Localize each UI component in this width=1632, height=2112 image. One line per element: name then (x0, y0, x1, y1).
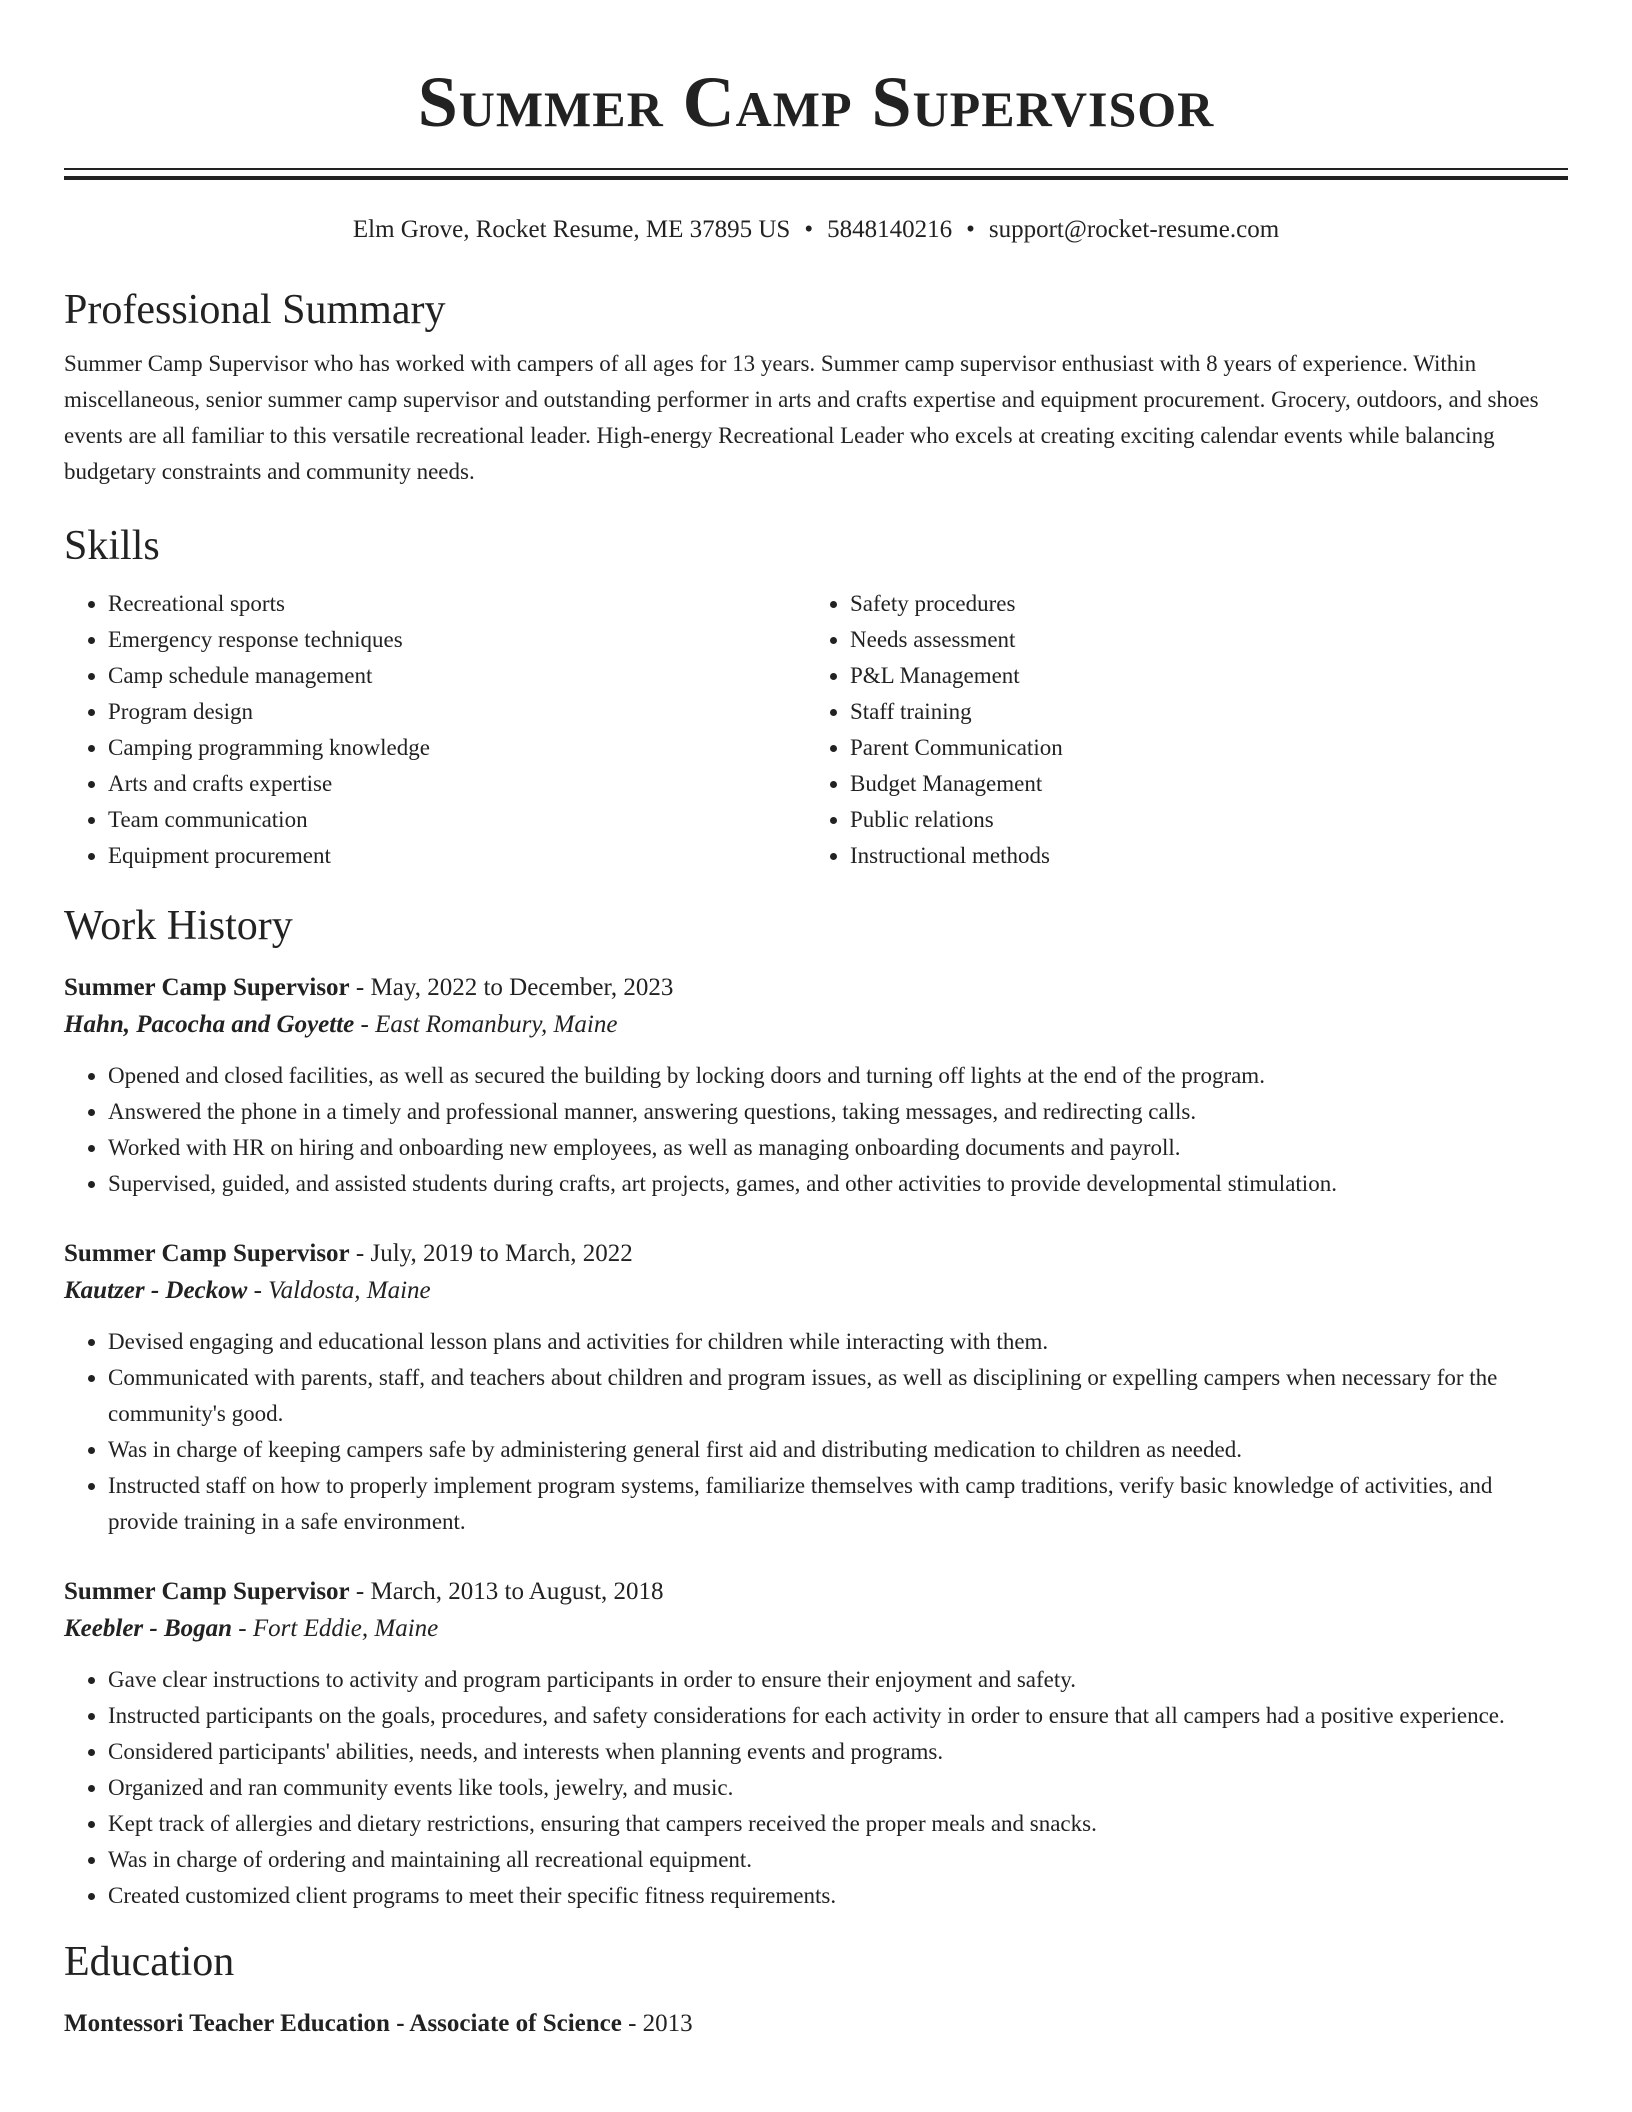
job-bullet: • Opened and closed facilities, as well as secured the building by locking doors and turning off lights at the end of the program. (108, 1058, 1568, 1094)
job-title-line (64, 1236, 1568, 1272)
education-degree: - Associate of Science (389, 2010, 622, 2037)
contact-separator: • (966, 216, 975, 243)
job-company-line (64, 1006, 1568, 1044)
job-entry (64, 970, 1568, 1202)
job-bullet: • Considered participants' abilities, needs, and interests when planning events and programs. (108, 1734, 1568, 1770)
job-role: Summer Camp Supervisor (64, 1240, 350, 1267)
education-heading: Education (64, 1939, 235, 1985)
job-location: - East Romanbury, Maine (354, 1011, 618, 1038)
job-location: - Fort Eddie, Maine (232, 1615, 439, 1642)
education-year: - 2013 (621, 2010, 693, 2037)
job-company: Kautzer - Deckow (64, 1277, 248, 1304)
job-bullet: • Organized and ran community events like tools, jewelry, and music. (108, 1770, 1568, 1806)
job-entry (64, 1574, 1568, 1914)
job-bullets (64, 1058, 1568, 1202)
job-location: - Valdosta, Maine (247, 1277, 431, 1304)
skill-item: • Arts and crafts expertise (108, 766, 806, 802)
job-bullet: • Was in charge of ordering and maintaining all recreational equipment. (108, 1842, 1568, 1878)
contact-address: Elm Grove, Rocket Resume, ME 37895 US (352, 216, 791, 243)
job-company-line (64, 1610, 1568, 1648)
skill-item: • Program design (108, 694, 806, 730)
skill-item: • Instructional methods (850, 838, 1063, 874)
job-role: Summer Camp Supervisor (64, 1578, 350, 1605)
work-history-heading: Work History (64, 903, 293, 949)
job-bullet: • Supervised, guided, and assisted students during crafts, art projects, games, and other activities to provide developmental stimulation. (108, 1166, 1568, 1202)
job-bullet: • Instructed participants on the goals, procedures, and safety considerations for each activity in order to ensure that all campers had a positive experience. (108, 1698, 1568, 1734)
skill-item: • Safety procedures (850, 586, 1063, 622)
job-bullet: • Created customized client programs to meet their specific fitness requirements. (108, 1878, 1568, 1914)
skill-item: • Camp schedule management (108, 658, 806, 694)
job-bullet: • Was in charge of keeping campers safe by administering general first aid and distributing medication to children as needed. (108, 1432, 1568, 1468)
job-entry (64, 1236, 1568, 1540)
job-role: Summer Camp Supervisor (64, 974, 350, 1001)
job-title-line (64, 1574, 1568, 1610)
contact-line (64, 214, 1568, 246)
skill-item: • Camping programming knowledge (108, 730, 806, 766)
job-bullets (64, 1324, 1568, 1540)
skills-list (64, 586, 1568, 874)
summary-text: Summer Camp Supervisor who has worked with campers of all ages for 13 years. Summer camp supervisor enthusiast with 8 years of experience. Within miscellaneous, senior summer camp supervisor and outstanding performer in arts and crafts expertise and equipment procurement. Grocery, outdoors, and shoes events are all familiar to this versatile recreational leader. High-energy Recreational Leader who excels at creating exciting calendar events while balancing budgetary constraints and community needs. (64, 351, 1539, 484)
skill-item: • Parent Communication (850, 730, 1063, 766)
skills-heading: Skills (64, 523, 160, 569)
job-bullet: • Worked with HR on hiring and onboarding new employees, as well as managing onboarding documents and payroll. (108, 1130, 1568, 1166)
job-title-line (64, 970, 1568, 1006)
education-program: Montessori Teacher Education (64, 2010, 390, 2037)
job-bullet: • Gave clear instructions to activity and program participants in order to ensure their enjoyment and safety. (108, 1662, 1568, 1698)
skill-item: • Needs assessment (850, 622, 1063, 658)
education-entry (64, 2006, 1568, 2042)
job-dates: - July, 2019 to March, 2022 (349, 1240, 633, 1267)
job-bullet: • Communicated with parents, staff, and teachers about children and program issues, as well as disciplining or expelling campers when necessary for the community's good. (108, 1360, 1568, 1432)
job-bullet: • Kept track of allergies and dietary restrictions, ensuring that campers received the proper meals and snacks. (108, 1806, 1568, 1842)
job-company: Keebler - Bogan (64, 1615, 233, 1642)
skill-item: • Recreational sports (108, 586, 806, 622)
skill-item: • P&L Management (850, 658, 1063, 694)
skill-item: • Staff training (850, 694, 1063, 730)
job-bullet: • Answered the phone in a timely and professional manner, answering questions, taking messages, and redirecting calls. (108, 1094, 1568, 1130)
contact-phone: 5848140216 (827, 216, 953, 243)
header-divider (64, 168, 1568, 180)
skill-item: • Team communication (108, 802, 806, 838)
skill-item: • Emergency response techniques (108, 622, 806, 658)
job-dates: - March, 2013 to August, 2018 (349, 1578, 664, 1605)
skills-column-right (806, 586, 1063, 874)
divider-thick-line (64, 176, 1568, 180)
candidate-name: Summer Camp Supervisor (417, 62, 1215, 142)
job-company: Hahn, Pacocha and Goyette (64, 1011, 355, 1038)
skill-item: • Public relations (850, 802, 1063, 838)
contact-separator: • (804, 216, 814, 243)
job-company-line (64, 1272, 1568, 1310)
skill-item: • Budget Management (850, 766, 1063, 802)
skills-column-left (64, 586, 806, 874)
job-bullet: • Devised engaging and educational lesson plans and activities for children while interacting with them. (108, 1324, 1568, 1360)
summary-heading: Professional Summary (64, 287, 446, 333)
skill-item: • Equipment procurement (108, 838, 806, 874)
divider-thin-line (64, 168, 1568, 170)
job-bullet: • Instructed staff on how to properly implement program systems, familiarize themselves with camp traditions, verify basic knowledge of activities, and provide training in a safe environment. (108, 1468, 1568, 1540)
contact-email: support@rocket-resume.com (988, 216, 1280, 243)
job-bullets (64, 1662, 1568, 1914)
job-dates: - May, 2022 to December, 2023 (349, 974, 674, 1001)
